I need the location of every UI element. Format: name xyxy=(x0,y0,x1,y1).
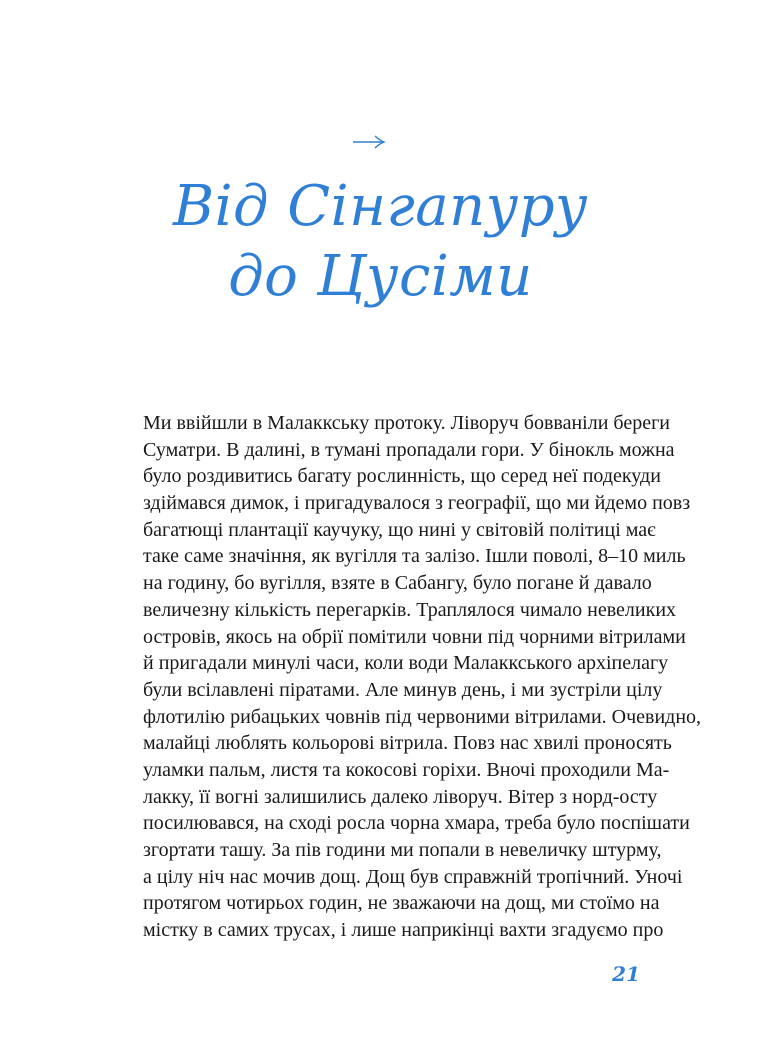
text-line: були всілавлені піратами. Але минув день, і ми зустріли цілу xyxy=(143,678,663,701)
text-line: таке саме значіння, як вугілля та залізо. Ішли поволі, 8–10 миль xyxy=(143,545,686,568)
chapter-title-line-1: Від Сінгапуру xyxy=(172,174,589,239)
text-line: флотилію рибацьких човнів під червоними вітрилами. Очевидно, xyxy=(143,705,702,728)
text-line: протягом чотирьох годин, не зважаючи на дощ, ми стоїмо на xyxy=(143,892,660,915)
text-line: на годину, бо вугілля, взяте в Сабангу, було погане й давало xyxy=(143,572,652,595)
right-arrow-icon xyxy=(352,133,386,149)
text-line: здіймався димок, і пригадувалося з географії, що ми йдемо повз xyxy=(143,492,691,515)
body-text xyxy=(143,410,702,944)
chapter-title xyxy=(0,172,761,312)
text-line: й пригадали минулі часи, коли води Малаккського архіпелагу xyxy=(143,652,669,675)
text-line: островів, якось на обрії помітили човни під чорними вітрилами xyxy=(143,625,686,648)
text-line: величезну кількість перегарків. Траплялося чимало невеликих xyxy=(143,598,677,621)
text-line: згортати ташу. За пів години ми попали в невеличку штурму, xyxy=(143,839,662,861)
text-line: лакку, її вогні залишились далеко ліворуч. Вітер з норд-осту xyxy=(143,785,658,808)
text-line: посилювався, на сході росла чорна хмара, треба було поспішати xyxy=(143,812,690,835)
text-line: Суматри. В далині, в тумані пропадали гори. У бінокль можна xyxy=(143,438,675,461)
text-line: Ми ввійшли в Малаккську протоку. Ліворуч бовваніли береги xyxy=(143,412,670,434)
page-number: 21 xyxy=(612,962,640,986)
text-line: уламки пальм, листя та кокосові горіхи. Вночі проходили Ма- xyxy=(143,758,670,781)
text-line: було роздивитись багату рослинність, що серед неї подекуди xyxy=(143,465,661,488)
text-line: малайці люблять кольорові вітрила. Повз нас хвилі проносять xyxy=(143,732,672,755)
text-line: багатющі плантації каучуку, що нині у світовій політиці має xyxy=(143,518,656,541)
text-line: містку в самих трусах, і лише наприкінці вахти згадуємо про xyxy=(143,919,664,942)
text-line: а цілу ніч нас мочив дощ. Дощ був справжній тропічний. Уночі xyxy=(143,865,683,888)
chapter-title-line-2: до Цусіми xyxy=(228,244,533,309)
